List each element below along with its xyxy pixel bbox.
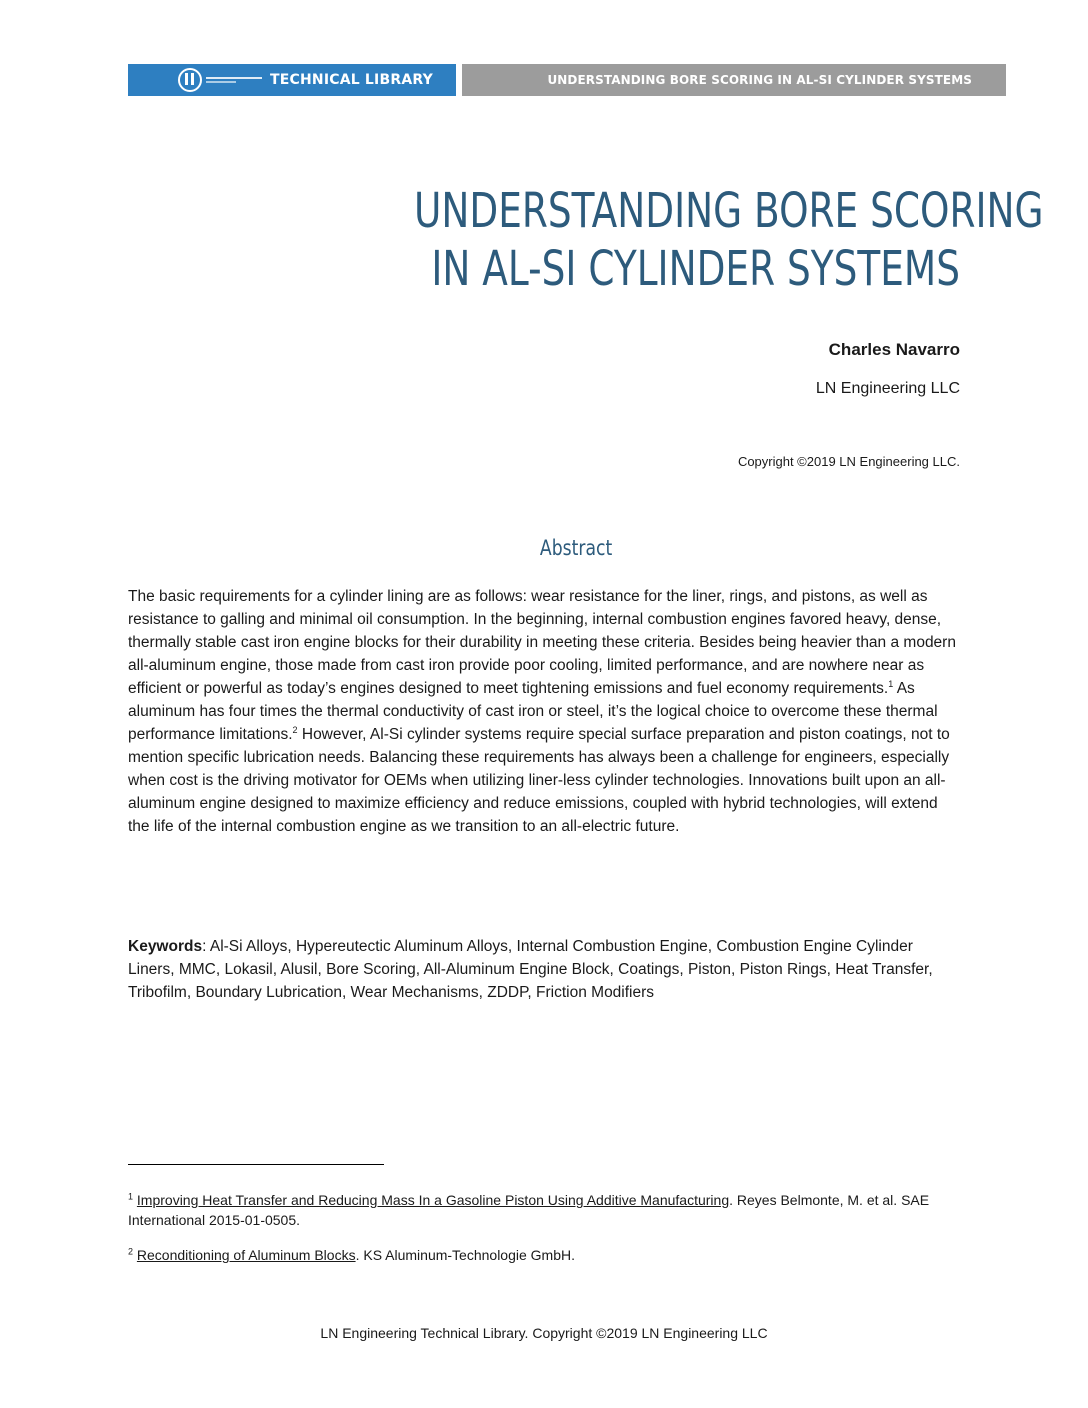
footnote-divider xyxy=(128,1164,384,1165)
footnote-2: $^2$ Reconditioning of Aluminum Blocks. KS Aluminum-Technologie GmbH. xyxy=(128,1246,576,1263)
author-name: Charles Navarro xyxy=(828,340,960,359)
footnote-ref-2[interactable]: 2 xyxy=(292,724,298,735)
library-header-bar xyxy=(128,64,456,96)
footnote-ref-1[interactable]: 1 xyxy=(888,678,894,689)
abstract-text: The basic requirements for a cylinder lining are as follows: wear resistance for the liner, rings, and pistons, as well as resistance to galling and minimal oil consumption. In the beginning, internal combustion engines favored heavy, dense, thermally stable cast iron engine blocks for their durability in meeting these criteria. Besides being heavier than a modern all-aluminum engine, those made from cast iron provide poor cooling, limited performance, and are nowhere near as efficient or powerful as today’s engines designed to meet tightening emissions and fuel economy requirements.$^1$ As aluminum has four times the thermal conductivity of cast iron or steel, it’s the logical choice to overcome these thermal performance limitations.$^2$ However, Al-Si cylinder systems require special surface preparation and piston coatings, not to mention specific lubrication needs. Balancing these requirements has always been a challenge for engineers, especially when cost is the driving motivator for OEMs when utilizing liner-less cylinder technologies. Innovations built upon an all-aluminum engine designed to maximize efficiency and reduce emissions, coupled with hybrid technologies, will extend the life of the internal combustion engine as we transition to an all-electric future. xyxy=(128,588,956,835)
paper-title xyxy=(414,182,1044,298)
title-line-1: UNDERSTANDING BORE SCORING xyxy=(414,183,1044,239)
page-footer: LN Engineering Technical Library. Copyright ©2019 LN Engineering LLC xyxy=(320,1325,768,1341)
copyright-notice: Copyright ©2019 LN Engineering LLC. xyxy=(737,454,960,469)
running-title-bar xyxy=(462,64,1006,96)
footnote-1-link[interactable]: Improving Heat Transfer and Reducing Mass In a Gasoline Piston Using Additive Manufacturing xyxy=(136,1192,730,1208)
logo-tagline-graphic xyxy=(206,77,262,83)
library-label: TECHNICAL LIBRARY xyxy=(270,72,433,88)
keywords-label: Keywords xyxy=(128,938,203,955)
author-affiliation: LN Engineering LLC xyxy=(815,380,960,397)
keywords xyxy=(128,935,962,1004)
footnote-1: $^1$ Improving Heat Transfer and Reducing Mass In a Gasoline Piston Using Additive Manufacturing. Reyes Belmonte, M. et al. SAE International 2015-01-0505. xyxy=(128,1191,930,1228)
footnote-2-link[interactable]: Reconditioning of Aluminum Blocks xyxy=(136,1247,356,1263)
keywords-list: : Al-Si Alloys, Hypereutectic Aluminum Alloys, Internal Combustion Engine, Combustion Engine Cylinder Liners, MMC, Lokasil, Alusil, Bore Scoring, All-Aluminum Engine Block, Coatings, Piston, Piston Rings, Heat Transfer, Tribofilm, Boundary Lubrication, Wear Mechanisms, ZDDP, Friction Modifiers xyxy=(128,938,933,1001)
running-title: UNDERSTANDING BORE SCORING IN AL-SI CYLINDER SYSTEMS xyxy=(547,73,972,87)
ln-logo-icon xyxy=(178,68,202,92)
title-line-2: IN AL-SI CYLINDER SYSTEMS xyxy=(431,241,961,297)
abstract-heading: Abstract xyxy=(539,536,613,560)
